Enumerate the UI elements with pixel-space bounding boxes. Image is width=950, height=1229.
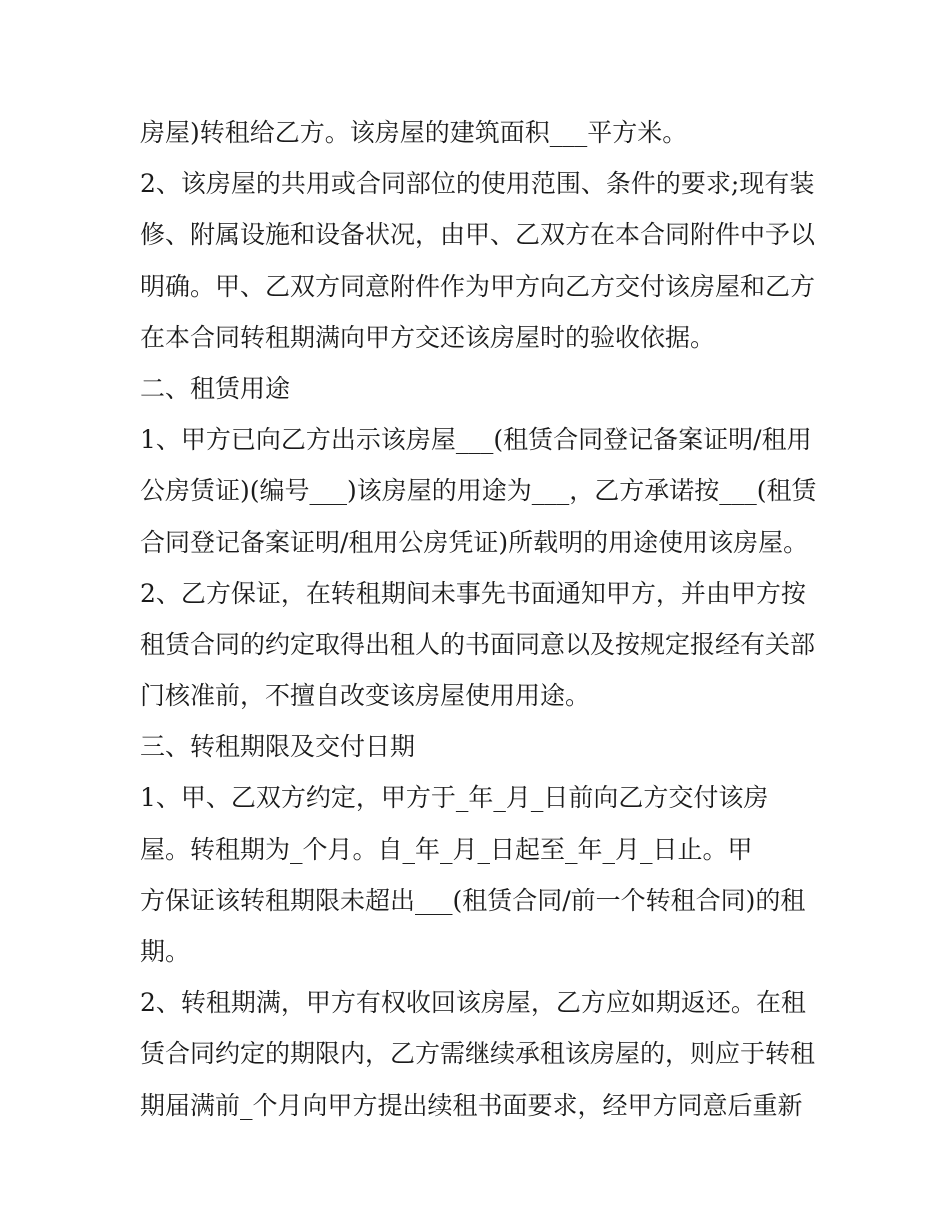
text-line: 1、甲、乙双方约定，甲方于_年_月_日前向乙方交付该房 [140,783,769,813]
text-line: 修、附属设施和设备状况，由甲、乙双方在本合同附件中予以 [140,220,816,250]
text-line: 租赁合同的约定取得出租人的书面同意以及按规定报经有关部 [140,629,816,659]
text-line: 赁合同约定的期限内，乙方需继续承租该房屋的，则应于转租 [140,1039,816,1069]
text-line: 房屋)转租给乙方。该房屋的建筑面积___平方米。 [140,118,688,147]
section-heading: 三、转租期限及交付日期 [140,732,416,762]
text-line: 方保证该转租期限未超出___(租赁合同/前一个转租合同)的租 [140,885,806,915]
document-body [140,107,830,1131]
text-line: 2、转租期满，甲方有权收回该房屋，乙方应如期返还。在租 [140,988,806,1018]
text-line: 公房赁证)(编号___)该房屋的用途为___，乙方承诺按___(租赁 [140,476,817,506]
text-line: 在本合同转租期满向甲方交还该房屋时的验收依据。 [140,322,716,352]
text-line: 合同登记备案证明/租用公房凭证)所载明的用途使用该房屋。 [140,527,809,557]
text-line: 1、甲方已向乙方出示该房屋___(租赁合同登记备案证明/租用 [140,425,812,455]
text-line: 2、该房屋的共用或合同部位的使用范围、条件的要求;现有装 [140,169,815,199]
text-line: 明确。甲、乙双方同意附件作为甲方向乙方交付该房屋和乙方 [140,271,816,301]
text-line: 期。 [140,937,191,966]
text-line: 门核准前，不擅自改变该房屋使用用途。 [140,681,591,711]
section-heading: 二、租赁用途 [140,373,291,403]
text-line: 2、乙方保证，在转租期间未事先书面通知甲方，并由甲方按 [140,578,806,608]
text-line: 期届满前_个月向甲方提出续租书面要求，经甲方同意后重新 [140,1090,803,1120]
text-line: 屋。转租期为_个月。自_年_月_日起至_年_月_日止。甲 [140,834,753,864]
